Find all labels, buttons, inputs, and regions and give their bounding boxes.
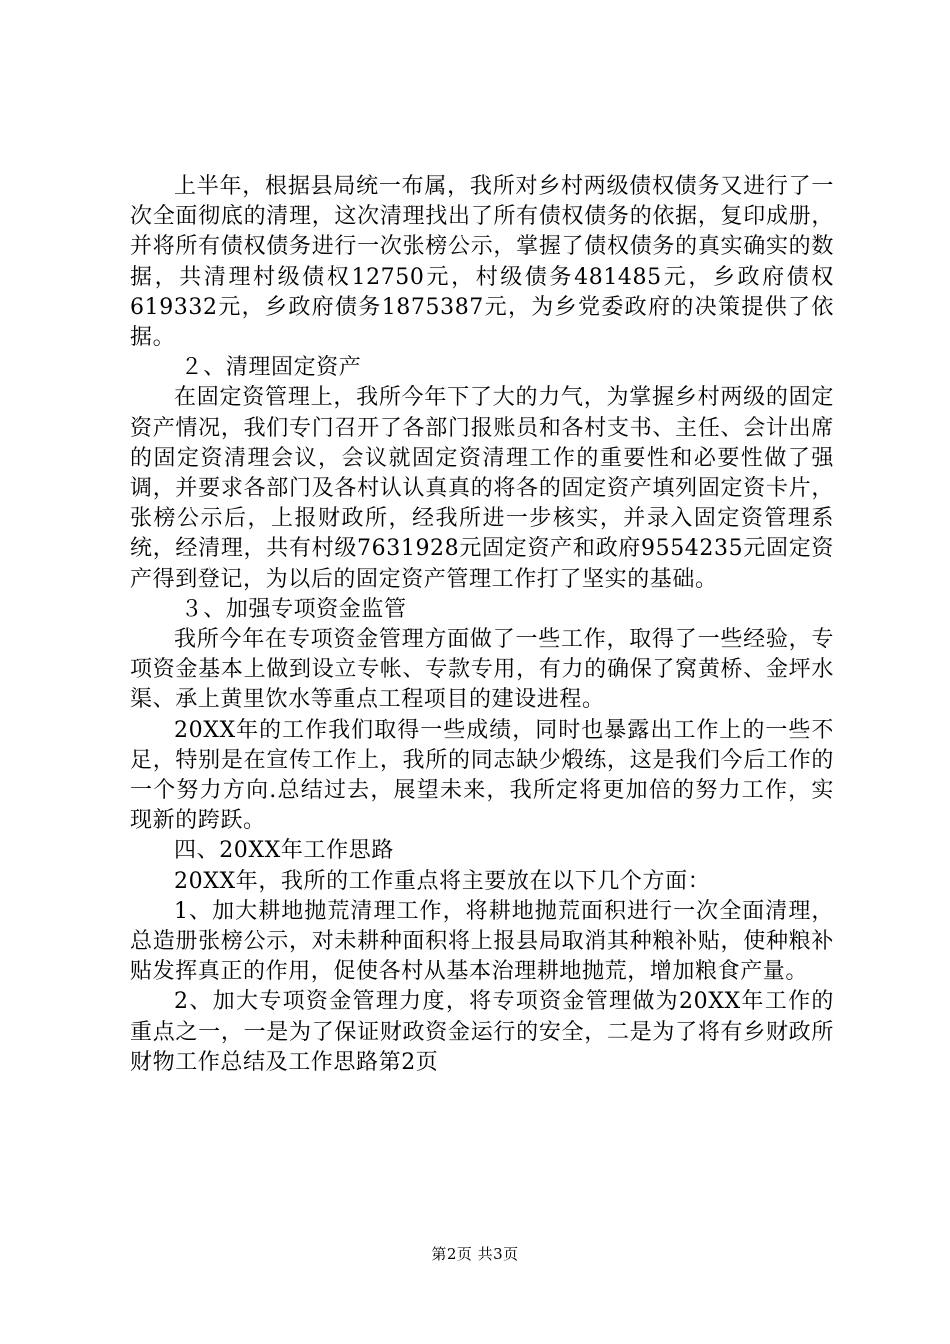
paragraph-debt-cleanup: 上半年，根据县局统一布属，我所对乡村两级债权债务又进行了一次全面彻底的清理，这次清理找出了所有债权债务的依据，复印成册，并将所有债权债务进行一次张榜公示，掌握了债权债务的真实确实的数据，共清理村级债权12750元，村级债务481485元，乡政府债权619332元，乡政府债务1875387元，为乡党委政府的决策提供了依据。 — [130, 174, 834, 351]
heading-fixed-assets: ２、清理固定资产 — [180, 355, 362, 381]
paragraph-fixed-assets: 在固定资管理上，我所今年下了大的力气，为掌握乡村两级的固定资产情况，我们专门召开了各部门报账员和各村支书、主任、会计出席的固定资清理会议，会议就固定资清理工作的重要性和必要性做了强调，并要求各部门及各村认认真真的将各的固定资产填列固定资卡片，张榜公示后，上报财政所，经我所进一步核实，并录入固定资管理系统，经清理，共有村级7631928元固定资产和政府9554235元固定资产得到登记，为以后的固定资产管理工作打了坚实的基础。 — [130, 385, 834, 592]
page-footer: 第2页 共3页 — [431, 1245, 519, 1263]
paragraph-plan-item-1: 1、加大耕地抛荒清理工作，将耕地抛荒面积进行一次全面清理，总造册张榜公示，对未耕种面积将上报县局取消其种粮补贴，使种粮补贴发挥真正的作用，促使各村从基本治理耕地抛荒，增加粮食产量。 — [130, 898, 834, 985]
document-body — [130, 172, 834, 1078]
paragraph-plan-item-2: 2、加大专项资金管理力度，将专项资金管理做为20XX年工作的重点之一，一是为了保证财政资金运行的安全，二是为了将有乡财政所财物工作总结及工作思路第2页 — [130, 989, 834, 1075]
heading-special-funds: ３、加强专项资金监管 — [180, 596, 407, 622]
paragraph-summary: 20XX年的工作我们取得一些成绩，同时也暴露出工作上的一些不足，特别是在宣传工作上，我所的同志缺少煅练，这是我们今后工作的一个努力方向.总结过去，展望未来，我所定将更加倍的努力工作，实现新的跨跃。 — [130, 717, 834, 834]
heading-work-plan: 四、20XX年工作思路 — [174, 838, 394, 864]
paragraph-work-plan-intro: 20XX年，我所的工作重点将主要放在以下几个方面： — [174, 868, 711, 894]
paragraph-special-funds: 我所今年在专项资金管理方面做了一些工作，取得了一些经验，专项资金基本上做到设立专帐、专款专用，有力的确保了窝黄桥、金坪水渠、承上黄里饮水等重点工程项目的建设进程。 — [130, 627, 834, 713]
